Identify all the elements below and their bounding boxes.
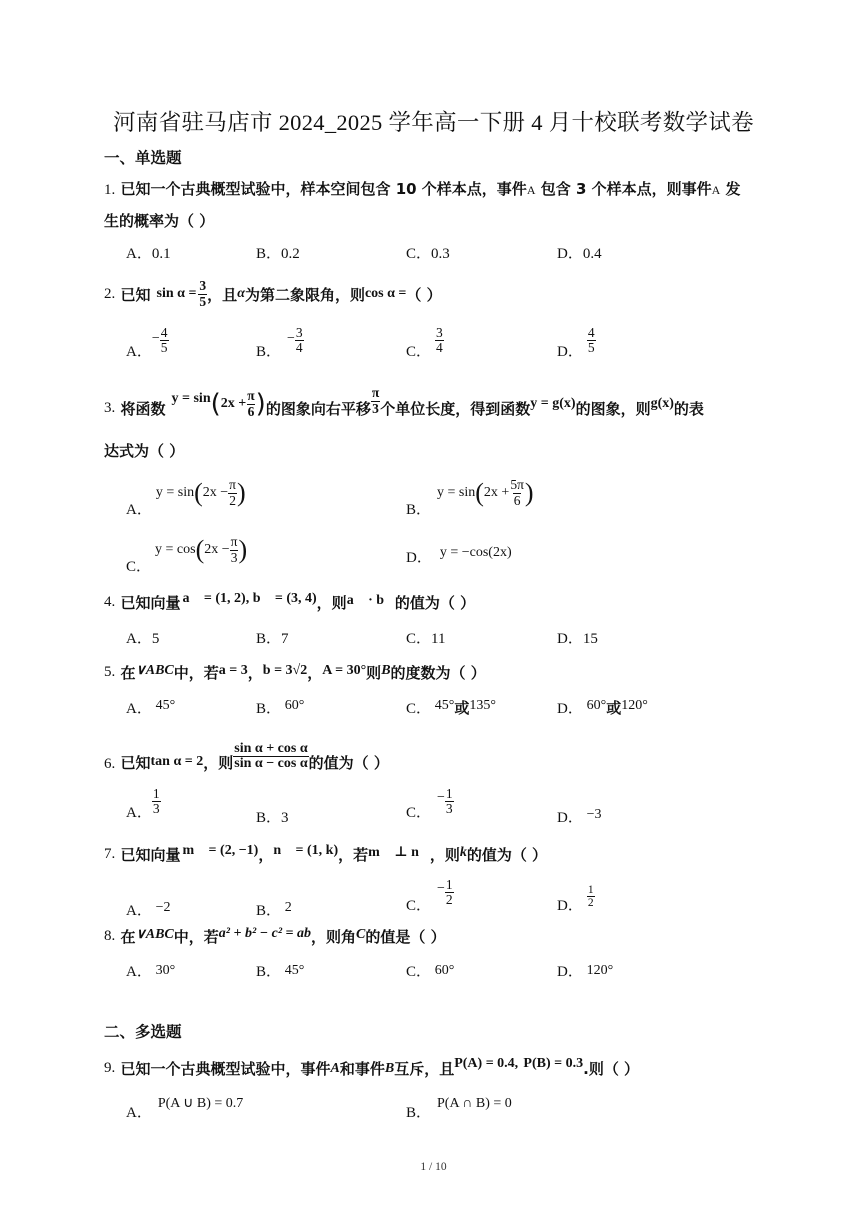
q5-option-a-value: 45°: [155, 698, 176, 713]
section-heading-multi: 二、多选题: [104, 1023, 182, 1041]
q7-option-c-sign: −: [437, 881, 445, 896]
q8-option-c-value: 60°: [434, 963, 455, 978]
q6-option-a-fraction: $\frac{1}{3}$: [152, 785, 160, 816]
q8-option-b-label: B．: [256, 964, 282, 980]
q6-option-b-value: 3: [281, 810, 289, 826]
q2-mid2: 为第二象限角，则: [244, 285, 365, 304]
q5-c2: ，: [307, 664, 323, 682]
q3-inner: 2x +: [220, 396, 247, 411]
q3-option-b-inner: 2x +: [483, 485, 510, 500]
question-8: [104, 926, 446, 947]
q3-option-d-expr: y = −cos(2x): [439, 545, 512, 560]
q3-option-b-paren-open: (: [475, 478, 484, 507]
q2-option-b-sign: −: [287, 331, 295, 347]
q3-option-a-paren-open: (: [194, 478, 203, 507]
question-5: [104, 662, 486, 683]
q2-option-c[interactable]: [406, 326, 444, 361]
q6-fraction: $\frac{\text{sin α + cos α}}{\text{sin α − cos α}}$: [234, 740, 308, 772]
page-title: 河南省驻马店市 2024_2025 学年高一下册 4 月十校联考数学试卷: [113, 110, 754, 135]
q9-option-b[interactable]: [406, 1092, 512, 1122]
q2-option-c-label: C．: [406, 344, 432, 361]
q6-number: 6.: [104, 756, 116, 772]
q3-pi-six: $\frac{\pi}{6}$: [247, 388, 255, 419]
q8-option-d[interactable]: [557, 960, 613, 981]
q4-option-a[interactable]: A．5: [126, 631, 160, 647]
question-2: [104, 272, 442, 316]
q5-a: a = 3: [218, 662, 248, 678]
q8-option-b[interactable]: [256, 960, 304, 981]
q2-pre: 已知: [120, 285, 151, 304]
q9-pb: P(B) = 0.3: [523, 1055, 584, 1071]
q2-option-b-label: B．: [256, 344, 282, 361]
q3-option-b-label: B．: [406, 501, 432, 518]
q9-option-b-label: B．: [406, 1105, 432, 1121]
q4-pre: 已知向量: [120, 594, 181, 612]
q3-option-a[interactable]: [126, 470, 246, 516]
q8-option-b-value: 45°: [284, 963, 305, 978]
question-1-line1: [104, 178, 741, 199]
q6-option-c-sign: −: [437, 790, 445, 805]
q7-pre: 已知向量: [120, 846, 181, 864]
q8-option-d-label: D．: [557, 964, 583, 980]
q7-option-d-fraction: $\frac{1}{2}$: [587, 883, 594, 909]
q3-option-c-paren-open: (: [195, 535, 205, 564]
q7-tail: 的值为（ ）: [466, 846, 548, 864]
q2-fraction: $\frac{3}{5}$: [199, 278, 207, 309]
q3-mid2: 个单位长度，得到函数: [380, 399, 531, 418]
q8-triangle: ∨ABC: [135, 927, 174, 942]
q8-equation: a² + b² − c² = ab: [218, 925, 312, 941]
q8-c: C: [356, 926, 366, 942]
q7-option-d-label: D．: [557, 898, 583, 914]
q2-alpha: α: [237, 286, 245, 301]
q8-number: 8.: [104, 928, 116, 944]
q8-option-c-label: C．: [406, 964, 432, 980]
q5-tail: 的度数为（ ）: [390, 664, 486, 682]
question-6: [104, 727, 389, 773]
q3-option-b-paren-close: ): [524, 478, 534, 507]
q6-option-c[interactable]: [406, 784, 454, 822]
q6-option-d-label: D．: [557, 810, 583, 826]
q8-option-c[interactable]: [406, 960, 454, 981]
q6-option-c-fraction: $\frac{1}{3}$: [445, 785, 453, 816]
q3-mid1: 的图象向右平移: [265, 399, 371, 418]
q9-option-a-value: P(A ∪ B) = 0.7: [157, 1096, 244, 1111]
q5-option-a-label: A．: [126, 701, 152, 717]
q9-option-a[interactable]: [126, 1092, 243, 1122]
q2-option-d[interactable]: [557, 326, 596, 361]
q3-number: 3.: [104, 399, 116, 416]
q6-option-d-value: −3: [586, 807, 602, 822]
q1-option-d[interactable]: D．0.4: [557, 246, 602, 262]
q3-option-d[interactable]: [406, 545, 512, 567]
q7-perp: m⃗ ⊥ n⃗: [368, 845, 430, 860]
q8-option-a[interactable]: [126, 960, 175, 981]
q9-option-b-value: P(A ∩ B) = 0: [437, 1096, 512, 1111]
q3-tail: 的表: [673, 399, 704, 418]
q6-option-c-label: C．: [406, 805, 432, 821]
q4-option-b[interactable]: B．7: [256, 631, 289, 647]
q7-n: n⃗ = (1, k): [273, 842, 339, 858]
q5-option-d[interactable]: [557, 697, 648, 718]
q9-tail: .则（ ）: [583, 1060, 640, 1078]
q1-option-b[interactable]: B．0.2: [256, 246, 300, 262]
q4-tail: 的值为（ ）: [394, 594, 476, 612]
q6-option-b-label: B．: [256, 810, 282, 826]
q5-option-a[interactable]: [126, 697, 175, 718]
q5-option-d-label: D．: [557, 701, 583, 717]
q2-tail: （ ）: [406, 285, 442, 304]
question-3-line1: [104, 384, 704, 432]
q2-cos: cos α =: [364, 286, 407, 301]
q7-option-d[interactable]: [557, 881, 595, 915]
q8-option-a-label: A．: [126, 964, 152, 980]
q9-mid2: 互斥，且: [394, 1060, 455, 1078]
q3-paren-close: ): [255, 389, 266, 419]
q3-g: y = g(x): [530, 396, 576, 411]
q3-func: y = sin: [171, 391, 211, 406]
q2-option-a[interactable]: [126, 326, 169, 361]
q5-option-b[interactable]: [256, 697, 304, 718]
q8-mid2: ，则角: [311, 928, 357, 946]
q3-option-b[interactable]: [406, 470, 534, 516]
q3-option-c-label: C．: [126, 558, 152, 575]
q3-paren-open: (: [210, 389, 221, 419]
q3-option-a-label: A．: [126, 501, 152, 518]
q2-option-a-label: A．: [126, 344, 152, 361]
question-3-line2: 达式为（ ）: [104, 442, 185, 460]
q6-option-a[interactable]: [126, 784, 161, 822]
q1-text-mid: 包含 3 个样本点，则事件: [540, 180, 712, 198]
q3-option-a-paren-close: ): [236, 478, 246, 507]
q5-mid1: 中，若: [173, 664, 219, 682]
q9-event-a: A: [330, 1060, 340, 1076]
q3-option-c-fraction: $\frac{\pi}{3}$: [230, 534, 238, 565]
q5-angle-a: A = 30°: [322, 662, 367, 678]
q4-mid: ，则: [316, 594, 347, 612]
question-9: [104, 1055, 640, 1079]
q3-option-c-paren-close: ): [238, 535, 248, 564]
q7-mid1: ，若: [338, 846, 369, 864]
q5-option-c-value2: 135°: [469, 698, 496, 713]
q5-pre: 在: [120, 664, 136, 682]
q5-option-c[interactable]: [406, 697, 496, 718]
q2-option-b-fraction: $\frac{3}{4}$: [295, 325, 303, 356]
q1-event-a: A: [526, 183, 536, 197]
q3-option-c-func: y = cos: [155, 542, 196, 557]
q3-option-b-func: y = sin: [437, 485, 476, 500]
q6-tail: 的值为（ ）: [308, 754, 389, 772]
q4-number: 4.: [104, 594, 116, 610]
question-4: [104, 592, 475, 613]
q5-option-d-or: 或: [606, 699, 622, 717]
q3-option-b-fraction: $\frac{5\pi}{6}$: [510, 477, 524, 508]
q2-option-d-label: D．: [557, 344, 583, 361]
q5-option-d-value2: 120°: [621, 698, 648, 713]
q3-option-a-func: y = sin: [155, 485, 195, 500]
q9-pa: P(A) = 0.4,: [454, 1055, 519, 1071]
q9-event-b: B: [384, 1060, 395, 1076]
q5-b: b = 3√2: [262, 662, 308, 678]
q2-option-b[interactable]: [256, 326, 304, 361]
q5-option-c-label: C．: [406, 701, 432, 717]
q7-option-a-label: A．: [126, 903, 152, 919]
q7-number: 7.: [104, 846, 116, 862]
q6-pre: 已知: [120, 754, 151, 772]
q6-option-b[interactable]: [256, 806, 289, 827]
q4-vectors: a⃗ = (1, 2), b⃗ = (3, 4): [182, 590, 317, 606]
q3-option-a-inner: 2x −: [202, 485, 229, 500]
q7-option-a-value: −2: [155, 900, 171, 915]
q9-option-a-label: A．: [126, 1105, 152, 1121]
q7-c1: ，: [258, 846, 274, 864]
q1-text: 已知一个古典概型试验中，样本空间包含 10 个样本点，事件: [120, 180, 527, 198]
q2-option-a-fraction: $\frac{4}{5}$: [160, 325, 168, 356]
q9-pre: 已知一个古典概型试验中，事件: [120, 1060, 331, 1078]
q3-option-c[interactable]: [126, 527, 247, 573]
q5-option-c-value1: 45°: [434, 698, 455, 713]
section-heading-single: 一、单选题: [104, 149, 182, 167]
q9-number: 9.: [104, 1060, 116, 1076]
q2-option-a-sign: −: [151, 331, 160, 347]
q3-option-a-fraction: $\frac{\pi}{2}$: [229, 477, 236, 508]
q5-triangle: ∨ABC: [135, 663, 174, 678]
q5-c1: ，: [247, 664, 263, 682]
question-1-line2: 生的概率为（ ）: [104, 212, 215, 230]
q3-option-c-inner: 2x −: [204, 542, 230, 557]
page-number: 1 / 10: [420, 1161, 447, 1173]
q2-option-d-fraction: $\frac{4}{5}$: [587, 325, 595, 356]
q9-mid1: 和事件: [339, 1060, 385, 1078]
q7-k: k: [459, 844, 467, 860]
q7-option-c-label: C．: [406, 898, 432, 914]
q1-option-a[interactable]: A．0.1: [126, 246, 171, 262]
q4-option-d[interactable]: D．15: [557, 631, 598, 647]
q7-option-c-fraction: $\frac{1}{2}$: [445, 876, 453, 907]
q8-option-a-value: 30°: [155, 963, 176, 978]
q7-mid2: ，则: [429, 846, 460, 864]
q7-option-a[interactable]: [126, 899, 171, 920]
q6-option-a-label: A．: [126, 805, 152, 821]
q6-option-d[interactable]: [557, 806, 602, 827]
q1-number: 1.: [104, 182, 116, 198]
q3-pre: 将函数: [120, 399, 166, 418]
q5-option-c-or: 或: [454, 699, 470, 717]
question-7: [104, 844, 547, 865]
q1-option-c[interactable]: C．0.3: [406, 246, 450, 262]
q7-option-b-label: B．: [256, 903, 282, 919]
q3-mid3: 的图象，则: [575, 399, 651, 418]
q3-option-d-label: D．: [406, 550, 432, 566]
q5-number: 5.: [104, 664, 116, 680]
q8-option-d-value: 120°: [586, 963, 614, 978]
q2-sin: sin α =: [156, 286, 197, 301]
q2-option-c-fraction: $\frac{3}{4}$: [436, 325, 443, 356]
q4-option-c[interactable]: C．11: [406, 631, 446, 647]
q7-option-b-value: 2: [284, 900, 292, 915]
q7-option-b[interactable]: [256, 899, 292, 920]
q5-option-b-value: 60°: [284, 698, 305, 713]
q7-option-c[interactable]: [406, 875, 454, 915]
q5-option-b-label: B．: [256, 701, 282, 717]
q8-pre: 在: [120, 928, 136, 946]
q8-mid1: 中，若: [173, 928, 219, 946]
q3-g2: g(x): [650, 396, 674, 411]
q2-number: 2.: [104, 285, 116, 302]
q1-text-tail: 发: [725, 180, 741, 198]
q1-event-a2: A: [711, 183, 721, 197]
q6-tan: tan α = 2: [150, 754, 204, 769]
q5-mid2: 则: [366, 664, 382, 682]
q8-tail: 的值是（ ）: [365, 928, 446, 946]
q3-shift: $\frac{\pi}{3}$: [371, 385, 380, 416]
q7-m: m⃗ = (2, −1): [182, 842, 259, 858]
q5-b-angle: B: [381, 662, 391, 678]
q4-dot: a⃗ · b⃗: [346, 592, 395, 608]
q6-mid: ，则: [203, 754, 234, 772]
q2-mid1: ，且: [207, 285, 238, 304]
q5-option-d-value1: 60°: [586, 698, 607, 713]
